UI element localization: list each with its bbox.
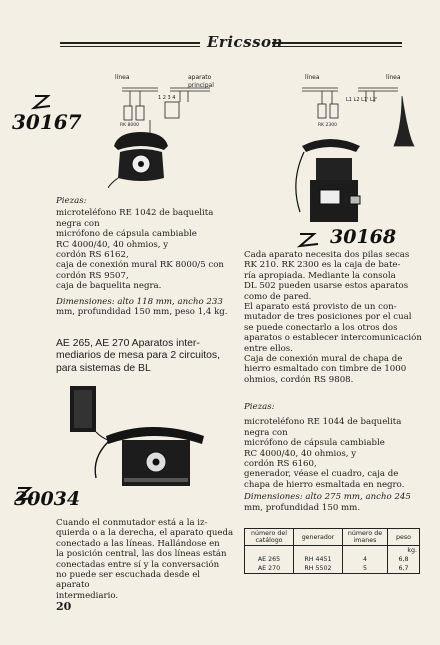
right-description-block (244, 250, 422, 385)
spec-line: caja de baquelita negra. (56, 281, 162, 292)
piezas-label-right: Piezas: (244, 402, 275, 412)
dimensions-line: Dimensiones: alto 118 mm, ancho 233 (56, 296, 223, 307)
spec-line: micrófono de cápsula cambiable (56, 229, 197, 240)
spec-line: microteléfono RE 1042 de baquelita (56, 208, 214, 219)
table-row (245, 564, 420, 574)
cell-generator: RH 5502 (294, 564, 343, 574)
cell-weight: 6,8 (388, 555, 420, 564)
left-diagram-label-aparato: aparato (188, 74, 212, 81)
right-diagram-label-linea-1: línea (305, 74, 320, 81)
description-line: la posición central, las dos líneas están (56, 549, 227, 560)
cell-magnets: 4 (343, 555, 388, 564)
handwritten-number-30167: 30167 (12, 110, 82, 134)
description-line: se puede conectarlo a los otros dos (244, 322, 398, 333)
right-specs-block (244, 402, 422, 513)
description-line: Cuando el conmutador está a la iz- (56, 518, 208, 528)
spec-line: microteléfono RE 1044 de baquelita (244, 417, 402, 428)
spec-line: caja de conexión mural RK 8000/5 con (56, 260, 224, 271)
left-description-block (56, 518, 234, 601)
description-line: RK 210. RK 2300 es la caja de bate- (244, 260, 401, 271)
description-line: como de pared. (244, 291, 312, 302)
cell-catalog: AE 270 (245, 564, 294, 574)
piezas-label-left: Piezas: (56, 196, 87, 206)
description-line: DL 502 pueden usarse estos aparatos (244, 281, 409, 292)
handwritten-number-30168: 30168 (330, 226, 397, 248)
description-line: aparatos o establecer intercomunicación (244, 333, 422, 344)
heading-line: para sistemas de BL (56, 362, 151, 374)
table-unit-row (245, 546, 420, 556)
wall-telephone-illustration (290, 132, 380, 232)
description-line: intermediario. (56, 590, 119, 601)
description-line: ohmios, cordón RS 9808. (244, 374, 354, 385)
spec-line: negra con (56, 218, 100, 229)
description-line: quierda o a la derecha, el aparato queda (56, 528, 234, 539)
description-line: ría apropiada. Mediante la consola (244, 270, 396, 281)
description-line: Cada aparato necesita dos pilas secas (244, 250, 410, 260)
weight-unit: kg. (388, 546, 420, 556)
dimensions-line: Dimensiones: alto 275 mm, ancho 245 (244, 492, 411, 503)
cell-magnets: 5 (343, 564, 388, 574)
left-diagram-label-linea: línea (115, 74, 130, 81)
left-specs-block (56, 196, 231, 317)
right-diagram-terminals: L1 L2 L1' L2' (346, 97, 378, 103)
spec-line: generador, véase el cuadro, caja de (244, 469, 399, 480)
cell-weight: 6,7 (388, 564, 420, 574)
spec-line: chapa de hierro esmaltada en negro. (244, 479, 405, 490)
table-row (245, 555, 420, 564)
spec-line: cordón RS 6162, (56, 250, 129, 261)
col-header-weight: peso (388, 529, 420, 546)
description-line: mutador de tres posiciones por el cual (244, 312, 412, 323)
spec-line: RC 4000/40, 40 ohmios, y (244, 448, 357, 459)
intermediate-telephone-photo (62, 378, 212, 490)
description-line: conectado a las líneas. Hallándose en (56, 538, 220, 549)
left-diagram-box-label: RK 8000 (120, 123, 139, 128)
heading-line: AE 265, AE 270 Aparatos inter- (56, 338, 200, 349)
section-heading (56, 338, 246, 375)
description-line: Caja de conexión mural de chapa de (244, 354, 403, 365)
left-diagram-terminals: 1 2 3 4 (158, 95, 176, 101)
spec-line: negra con (244, 427, 288, 438)
cell-catalog: AE 265 (245, 555, 294, 564)
spec-line: RC 4000/40, 40 ohmios, y (56, 239, 169, 250)
heading-line: mediarios de mesa para 2 circuitos, (56, 350, 221, 362)
spec-line: micrófono de cápsula cambiable (244, 438, 385, 449)
ericsson-logo: Ericsson (207, 33, 283, 51)
handwritten-number-30034: 30034 (14, 488, 81, 510)
description-line: entre ellos. (244, 343, 293, 354)
col-header-magnets: número de imanes (343, 529, 388, 546)
dimensions-line: mm, profundidad 150 mm. (244, 502, 361, 513)
description-line: no puede ser escuchada desde el aparato (56, 570, 201, 591)
col-header-generator: generador (294, 529, 343, 546)
right-diagram-label-linea-2: línea (386, 74, 401, 81)
cell-generator: RH 4451 (294, 555, 343, 564)
page-number: 20 (56, 600, 72, 613)
table-header-row (245, 529, 420, 546)
left-diagram-label-principal: principal (188, 82, 214, 89)
description-line: hierro esmaltado con timbre de 1000 (244, 364, 407, 375)
models-table (244, 528, 420, 574)
dimensions-line: mm, profundidad 150 mm, peso 1,4 kg. (56, 307, 228, 318)
description-line: conectadas entre sí y la conversación (56, 559, 220, 570)
description-line: El aparato está provisto de un con- (244, 302, 397, 313)
col-header-catalog: número del catálogo (245, 529, 294, 546)
spec-line: cordón RS 6160, (244, 459, 317, 470)
right-diagram-box-label: RK 2300 (318, 123, 337, 128)
spec-line: cordón RS 9507, (56, 270, 129, 281)
